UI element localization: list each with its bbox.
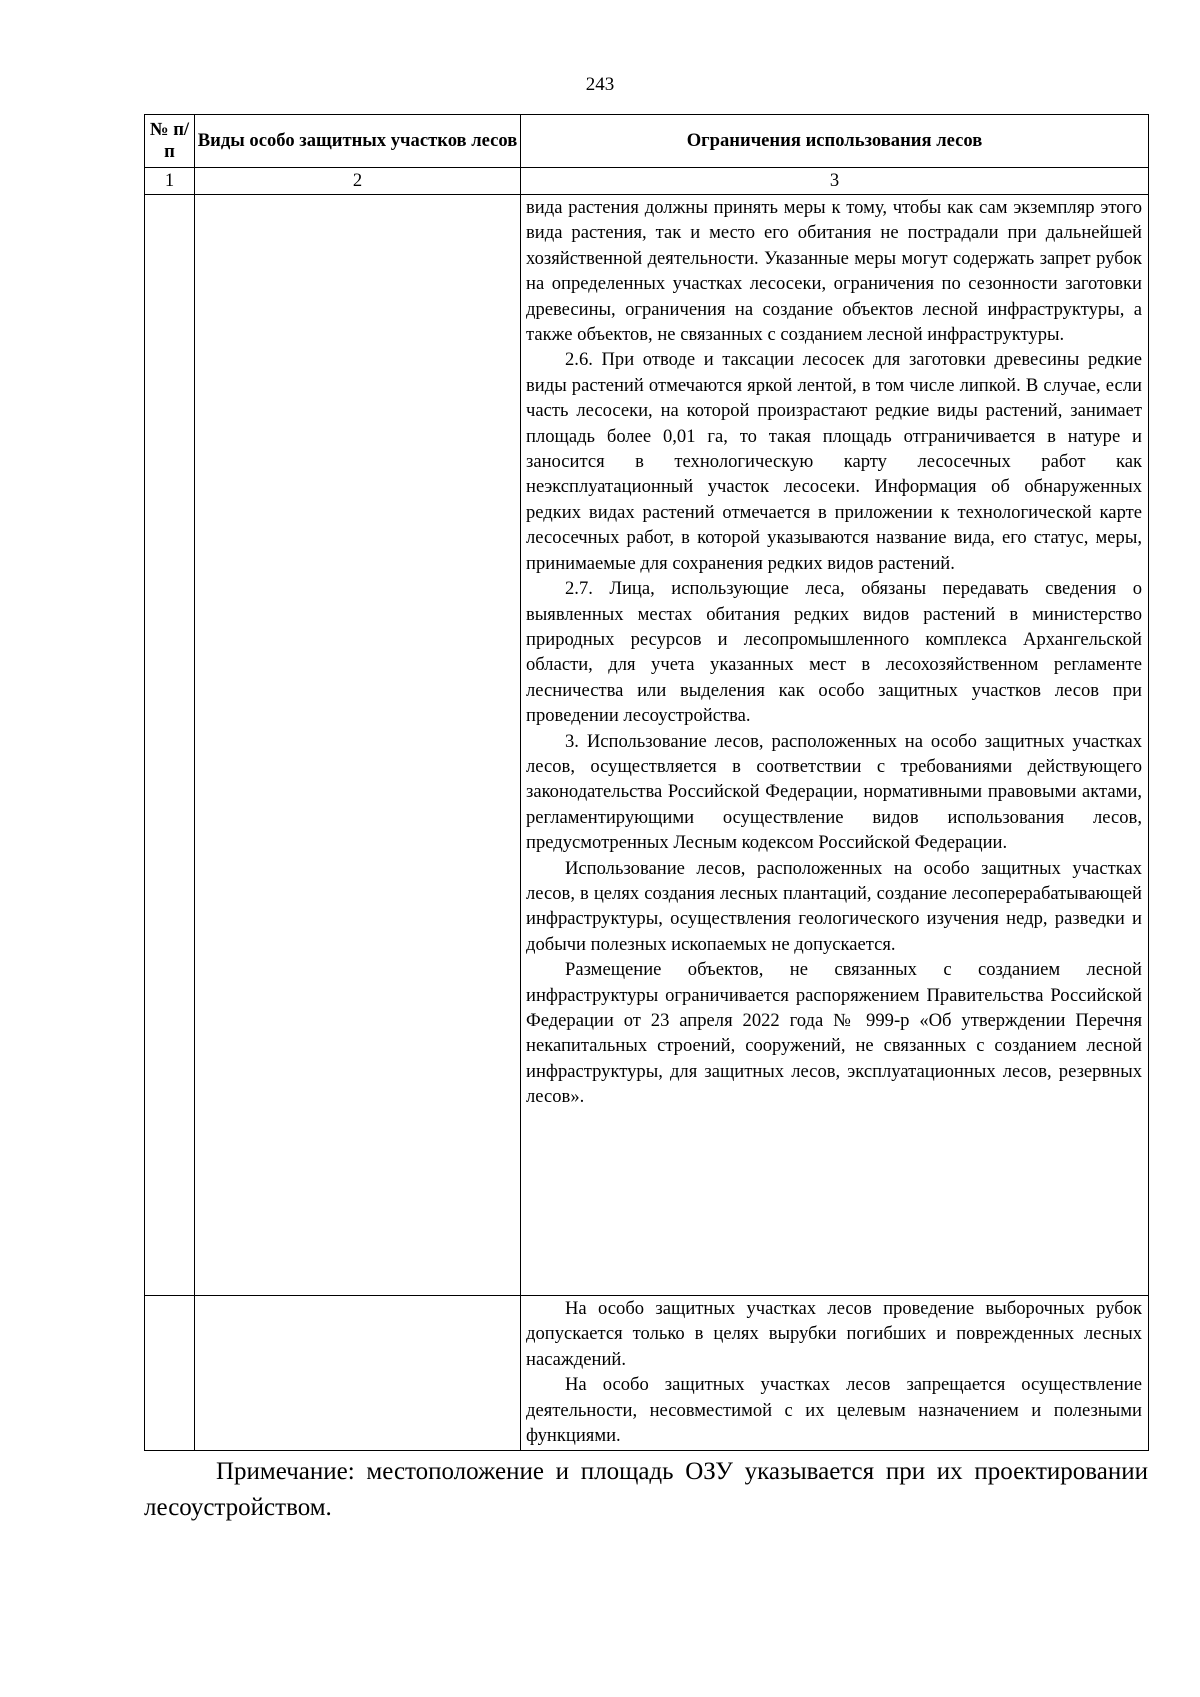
column-number-2: 2 (195, 168, 521, 195)
header-number: № п/п (145, 115, 195, 168)
paragraph: 2.7. Лица, использующие леса, обязаны передавать сведения о выявленных местах обитания редких видов растений в министерство природных ресурсов и лесопромышленного комплекса Архангельской области, для учета указанных мест в лесохозяйственном регламенте лесничества или выделения как особо защитных участков лесов при проведении лесоустройства. (526, 578, 1142, 727)
column-number-1: 1 (145, 168, 195, 195)
paragraph: Размещение объектов, не связанных с созданием лесной инфраструктуры ограничивается распоряжением Правительства Российской Федерации от 23 апреля 2022 года № 999-р «Об утверждении Перечня некапитальных строений, сооружений, не связанных с созданием лесной инфраструктуры, для защитных лесов, эксплуатационных лесов, резервных лесов». (526, 959, 1142, 1108)
paragraph: 3. Использование лесов, расположенных на особо защитных участках лесов, осуществляется в соответствии с требованиями действующего законодательства Российской Федерации, нормативными правовыми актами, регламентирующими осуществление видов использования лесов, предусмотренных Лесным кодексом Российской Федерации. (526, 730, 1142, 854)
paragraph: На особо защитных участках лесов запрещается осуществление деятельности, несовместимой с их целевым назначением и полезными функциями. (526, 1374, 1142, 1447)
paragraph: 2.6. При отводе и таксации лесосек для заготовки древесины редкие виды растений отмечаются яркой лентой, в том числе липкой. В случае, если часть лесосеки, на которой произрастают редкие виды растений, занимает площадь более 0,01 га, то такая площадь отграничивается в натуре и заносится в технологическую карту лесосечных работ как неэксплуатационный участок лесосеки. Информация об обнаруженных редких видах растений отмечается в приложении к технологической карте лесосечных работ, в которой указываются название вида, его статус, меры, принимаемые для сохранения редких видов растений. (526, 349, 1142, 574)
row2-number-cell (145, 1296, 195, 1451)
page-number: 243 (585, 74, 615, 95)
paragraph: На особо защитных участках лесов проведение выборочных рубок допускается только в целях вырубки погибших и поврежденных лесных насаждений. (526, 1298, 1142, 1370)
row1-restrictions-cell (521, 195, 1149, 1296)
header-row (145, 115, 1149, 168)
row1-plot-type-cell (195, 195, 521, 1296)
row2-restrictions-cell (521, 1296, 1149, 1451)
restrictions-table (144, 114, 1149, 1451)
table-row (145, 1296, 1149, 1451)
table-row (145, 195, 1149, 1296)
header-restrictions: Ограничения использования лесов (521, 115, 1149, 168)
column-number-row (145, 168, 1149, 195)
header-plot-types: Виды особо защитных участков лесов (195, 115, 521, 168)
column-number-3: 3 (521, 168, 1149, 195)
paragraph: Использование лесов, расположенных на особо защитных участках лесов, в целях создания лесных плантаций, создание лесоперерабатывающей инфраструктуры, осуществления геологического изучения недр, разведки и добычи полезных ископаемых не допускается. (526, 857, 1142, 955)
paragraph: вида растения должны принять меры к тому, чтобы как сам экземпляр этого вида растения, так и место его обитания не пострадали при дальнейшей хозяйственной деятельности. Указанные меры могут содержать запрет рубок на определенных участках лесосеки, ограничения по сезонности заготовки древесины, ограничения на создание объектов лесной инфраструктуры, а также объектов, не связанных с созданием лесной инфраструктуры. (526, 197, 1142, 346)
row2-plot-type-cell (195, 1296, 521, 1451)
row1-number-cell (145, 195, 195, 1296)
footnote: Примечание: местоположение и площадь ОЗУ указывается при их проектировании лесоустройством. (144, 1458, 1148, 1521)
